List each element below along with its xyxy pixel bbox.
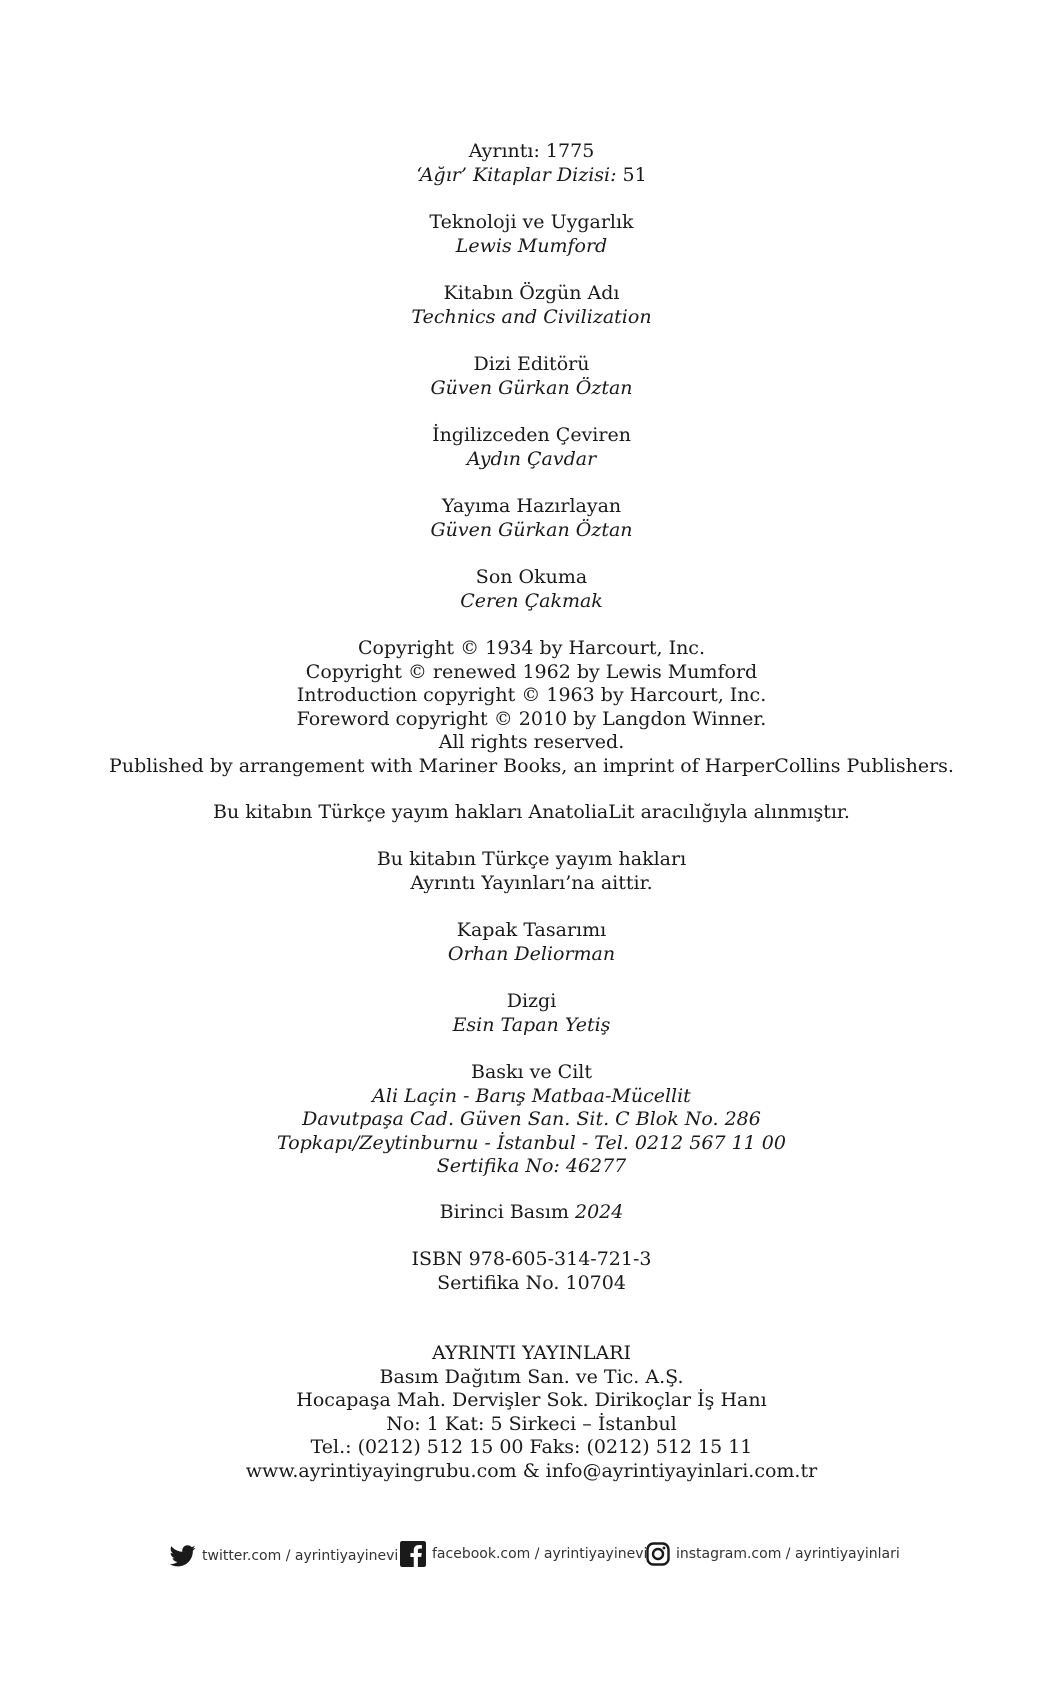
publisher-web[interactable]: www.ayrintiyayingrubu.com & info@ayrintiyayinlari.com.tr [245, 1459, 818, 1482]
series-name: ‘Ağır’ Kitaplar Dizisi: 51 [416, 163, 647, 186]
translator-value: Aydın Çavdar [466, 447, 597, 470]
copyright-line: Copyright © 1934 by Harcourt, Inc. [358, 637, 705, 659]
series-number: Ayrıntı: 1775 [468, 140, 595, 162]
original-title-value: Technics and Civilization [411, 305, 652, 328]
publisher-line: Basım Dağıtım San. ve Tic. A.Ş. [379, 1365, 684, 1388]
proofreading-block [0, 566, 1063, 613]
copyright-line: Published by arrangement with Mariner Books, an imprint of HarperCollins Publishers. [109, 754, 954, 777]
original-title-block [0, 282, 1063, 329]
copyright-line: Copyright © renewed 1962 by Lewis Mumford [305, 660, 758, 683]
isbn: ISBN 978-605-314-721-3 [411, 1248, 652, 1270]
copyright-line: Introduction copyright © 1963 by Harcourt, Inc. [296, 684, 767, 706]
facebook-text: facebook.com / ayrintiyayinevi [432, 1546, 648, 1562]
proofreading-label: Son Okuma [475, 566, 588, 588]
prepared-by-value: Güven Gürkan Öztan [430, 518, 633, 541]
cover-design-block [0, 919, 1063, 966]
copyright-block [0, 637, 1063, 778]
typesetting-block [0, 990, 1063, 1037]
publisher-name: AYRINTI YAYINLARI [432, 1342, 631, 1364]
proofreading-value: Ceren Çakmak [460, 589, 603, 612]
typesetting-value: Esin Tapan Yetiş [452, 1013, 611, 1036]
printing-line: Sertifika No: 46277 [436, 1155, 627, 1177]
translator-block [0, 424, 1063, 471]
publisher-line: Tel.: (0212) 512 15 00 Faks: (0212) 512 15 11 [310, 1436, 753, 1458]
prepared-by-block [0, 495, 1063, 542]
rights-agency-text: Bu kitabın Türkçe yayım hakları AnatoliaLit aracılığıyla alınmıştır. [213, 801, 850, 823]
publisher-line: No: 1 Kat: 5 Sirkeci – İstanbul [386, 1412, 677, 1435]
series-editor-label: Dizi Editörü [473, 353, 590, 375]
facebook-link[interactable] [400, 1541, 647, 1567]
edition-block [0, 1201, 1063, 1225]
series-block [0, 140, 1063, 187]
typesetting-label: Dizgi [506, 990, 557, 1012]
printing-line: Davutpaşa Cad. Güven San. Sit. C Blok No. 286 [302, 1108, 761, 1130]
prepared-by-label: Yayıma Hazırlayan [441, 495, 622, 517]
printing-label: Baskı ve Cilt [470, 1061, 592, 1083]
book-title: Teknoloji ve Uygarlık [429, 211, 634, 233]
printing-block [0, 1061, 1063, 1179]
instagram-text: instagram.com / ayrintiyayinlari [676, 1546, 900, 1562]
rights-owner-line: Ayrıntı Yayınları’na aittir. [410, 871, 653, 894]
certificate-number: Sertifika No. 10704 [437, 1271, 626, 1294]
original-title-label: Kitabın Özgün Adı [443, 282, 620, 304]
publisher-line: Hocapaşa Mah. Dervişler Sok. Dirikoçlar İş Hanı [296, 1389, 767, 1411]
printing-line: Topkapı/Zeytinburnu - İstanbul - Tel. 0212 567 11 00 [277, 1131, 786, 1154]
rights-owner-line: Bu kitabın Türkçe yayım hakları [376, 848, 687, 870]
facebook-icon [400, 1541, 426, 1567]
instagram-icon [646, 1542, 670, 1566]
copyright-line: All rights reserved. [438, 731, 625, 753]
series-editor-value: Güven Gürkan Öztan [430, 376, 633, 399]
book-block [0, 211, 1063, 258]
translator-label: İngilizceden Çeviren [432, 424, 631, 446]
twitter-text: twitter.com / ayrintiyayinevi [202, 1548, 399, 1564]
cover-design-value: Orhan Deliorman [447, 942, 616, 965]
twitter-icon [170, 1545, 196, 1567]
publisher-block [0, 1342, 1063, 1483]
printing-line: Ali Laçin - Barış Matbaa-Mücellit [372, 1084, 691, 1107]
edition-line: Birinci Basım 2024 [439, 1201, 624, 1223]
copyright-line: Foreword copyright © 2010 by Langdon Winner. [296, 707, 767, 730]
twitter-link[interactable] [170, 1545, 398, 1567]
instagram-link[interactable] [646, 1542, 900, 1566]
rights-owner-block [0, 848, 1063, 895]
series-editor-block [0, 353, 1063, 400]
isbn-block [0, 1248, 1063, 1295]
rights-agency-block [0, 801, 1063, 825]
book-author: Lewis Mumford [455, 234, 608, 257]
cover-design-label: Kapak Tasarımı [456, 919, 607, 941]
